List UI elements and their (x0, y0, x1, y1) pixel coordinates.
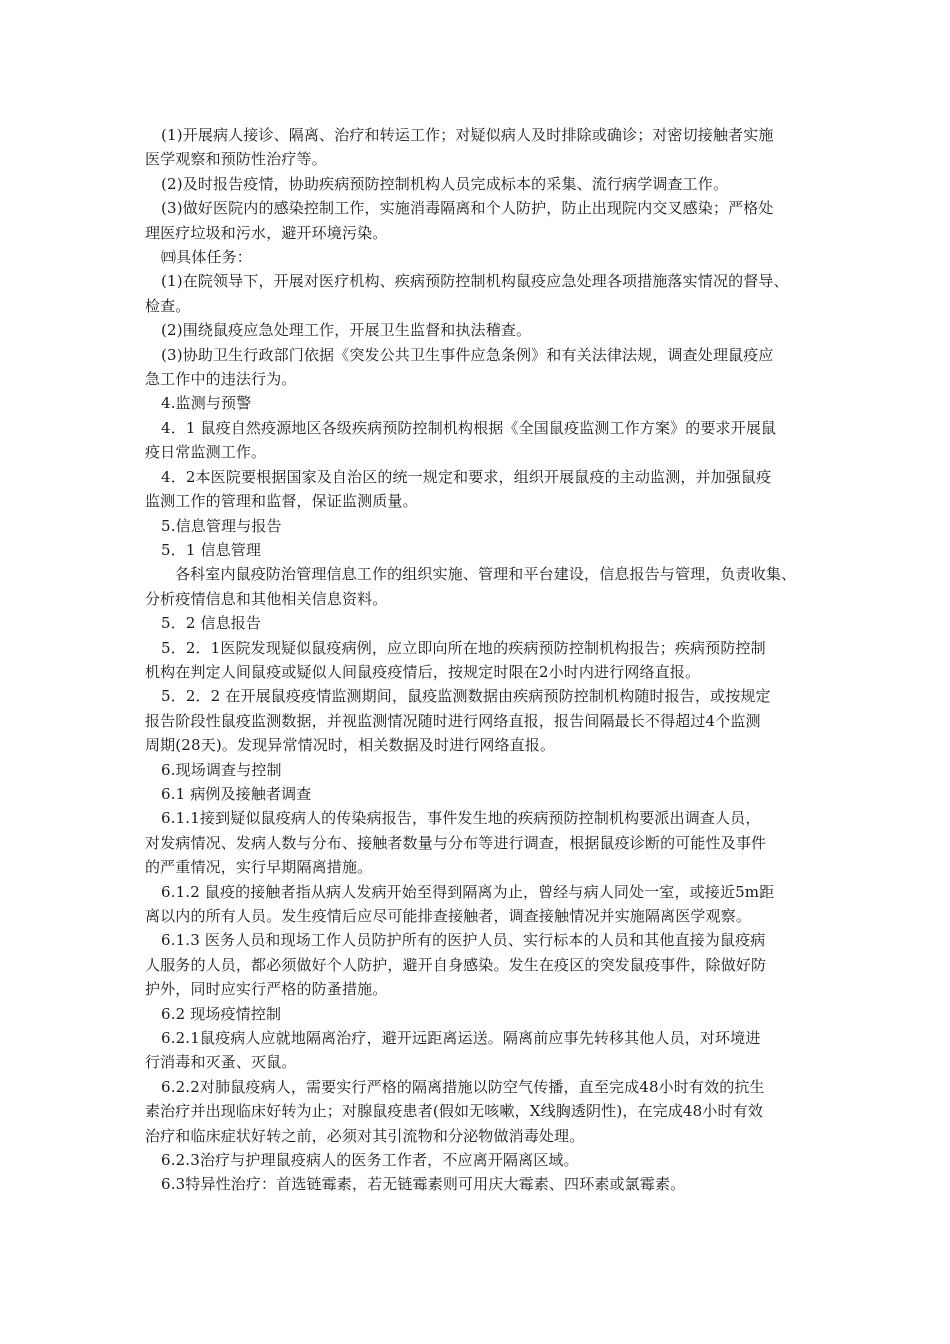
text-line: (1)在院领导下，开展对医疗机构、疾病预防控制机构鼠疫应急处理各项措施落实情况的督导、 (161, 272, 789, 291)
heading-monitoring-warning (145, 391, 817, 415)
text-line: (3)做好医院内的感染控制工作，实施消毒隔离和个人防护，防止出现院内交叉感染；严格处 (161, 199, 774, 218)
paragraph-4-2 (145, 465, 817, 514)
paragraph-6-1-1 (145, 806, 817, 879)
paragraph-info-management (145, 562, 817, 611)
paragraph-health-inspection (145, 318, 817, 342)
text-line: 行消毒和灭蚤、灭鼠。 (145, 1053, 297, 1072)
paragraph-5-2-1 (145, 636, 817, 685)
heading-5-1 (145, 538, 817, 562)
paragraph-4-1 (145, 416, 817, 465)
heading-5-2 (145, 611, 817, 635)
text-line: 治疗和临床症状好转之前，必须对其引流物和分泌物做消毒处理。 (145, 1126, 585, 1145)
text-line: 人服务的人员，都必须做好个人防护，避开自身感染。发生在疫区的突发鼠疫事件，除做好防 (145, 955, 767, 974)
heading-field-investigation (145, 758, 817, 782)
text-line: 医学观察和预防性治疗等。 (145, 150, 327, 169)
paragraph-infection-control (145, 196, 817, 245)
text-line: 4．2本医院要根据国家及自治区的统一规定和要求，组织开展鼠疫的主动监测，并加强鼠疫 (161, 467, 772, 486)
heading-6-2 (145, 1002, 817, 1026)
text-line: 监测工作的管理和监督，保证监测质量。 (145, 492, 418, 511)
text-line: 5．2 信息报告 (161, 614, 262, 633)
text-line: 6.3特异性治疗：首选链霉素，若无链霉素则可用庆大霉素、四环素或氯霉素。 (161, 1175, 686, 1194)
heading-6-1 (145, 782, 817, 806)
text-line: 5.信息管理与报告 (161, 516, 282, 535)
text-line: 机构在判定人间鼠疫或疑似人间鼠疫疫情后，按规定时限在2小时内进行网络直报。 (145, 662, 701, 681)
text-line: 报告阶段性鼠疫监测数据，并视监测情况随时进行网络直报，报告间隔最长不得超过4个监测 (145, 711, 761, 730)
document-body (145, 123, 817, 1197)
text-line: 离以内的所有人员。发生疫情后应尽可能排查接触者，调查接触情况并实施隔离医学观察。 (145, 907, 752, 925)
paragraph-5-2-2 (145, 684, 817, 757)
text-line: 6.2 现场疫情控制 (161, 1004, 282, 1023)
paragraph-6-2-2 (145, 1075, 817, 1148)
text-line: 护外，同时应实行严格的防蚤措施。 (145, 980, 388, 999)
text-line: 急工作中的违法行为。 (145, 370, 297, 389)
text-line: 对发病情况、发病人数与分布、接触者数量与分布等进行调查，根据鼠疫诊断的可能性及事件 (145, 833, 767, 852)
text-line: 疫日常监测工作。 (145, 443, 267, 462)
text-line: 6.1.1接到疑似鼠疫病人的传染病报告，事件发生地的疾病预防控制机构要派出调查人员， (161, 809, 761, 828)
text-line: 6.2.2对肺鼠疫病人，需要实行严格的隔离措施以防空气传播，直至完成48小时有效的抗生 (161, 1077, 765, 1096)
text-line: (3)协助卫生行政部门依据《突发公共卫生事件应急条例》和有关法律法规，调查处理鼠疫应 (161, 345, 774, 364)
paragraph-report-epidemic (145, 172, 817, 196)
text-line: 4.监测与预警 (161, 394, 252, 413)
text-line: ㈣具体任务： (161, 248, 252, 267)
text-line: 6.1.2 鼠疫的接触者指从病人发病开始至得到隔离为止，曾经与病人同处一室，或接近5m距 (161, 882, 775, 901)
paragraph-supervision (145, 269, 817, 318)
text-line: (2)及时报告疫情，协助疾病预防控制机构人员完成标本的采集、流行病学调查工作。 (161, 174, 729, 193)
text-line: 检查。 (145, 296, 191, 315)
text-line: 分析疫情信息和其他相关信息资料。 (145, 589, 388, 608)
text-line: 6.1.3 医务人员和现场工作人员防护所有的医护人员、实行标本的人员和其他直接为鼠疫病 (161, 931, 766, 950)
text-line: 周期(28天)。发现异常情况时，相关数据及时进行网络直报。 (145, 736, 556, 755)
paragraph-6-1-3 (145, 928, 817, 1001)
text-line: 5．2．2 在开展鼠疫疫情监测期间，鼠疫监测数据由疾病预防控制机构随时报告，或按规定 (161, 687, 771, 706)
text-line: 的严重情况，实行早期隔离措施。 (145, 858, 373, 877)
paragraph-6-3 (145, 1172, 817, 1196)
text-line: (2)围绕鼠疫应急处理工作，开展卫生监督和执法稽查。 (161, 321, 532, 340)
text-line: 6.2.3治疗与护理鼠疫病人的医务工作者，不应离开隔离区域。 (161, 1151, 579, 1170)
heading-specific-tasks (145, 245, 817, 269)
text-line: 6.1 病例及接触者调查 (161, 784, 312, 803)
paragraph-6-2-1 (145, 1026, 817, 1075)
text-line: 5．2．1医院发现疑似鼠疫病例，应立即向所在地的疾病预防控制机构报告；疾病预防控制 (161, 638, 766, 657)
text-line: 各科室内鼠疫防治管理信息工作的组织实施、管理和平台建设，信息报告与管理，负责收集、 (175, 565, 797, 584)
text-line: (1)开展病人接诊、隔离、治疗和转运工作；对疑似病人及时排除或确诊；对密切接触者实施 (161, 126, 774, 144)
paragraph-6-2-3 (145, 1148, 817, 1172)
paragraph-law-enforcement (145, 343, 817, 392)
heading-info-management-report (145, 514, 817, 538)
text-line: 理医疗垃圾和污水，避开环境污染。 (145, 223, 388, 242)
paragraph-6-1-2 (145, 880, 817, 929)
text-line: 素治疗并出现临床好转为止；对腺鼠疫患者(假如无咳嗽，X线胸透阴性)，在完成48小时有效 (145, 1102, 763, 1121)
text-line: 4．1 鼠疫自然疫源地区各级疾病预防控制机构根据《全国鼠疫监测工作方案》的要求开展鼠 (161, 418, 777, 437)
paragraph-treatment-duties (145, 123, 817, 172)
text-line: 5．1 信息管理 (161, 540, 262, 559)
text-line: 6.2.1鼠疫病人应就地隔离治疗，避开远距离运送。隔离前应事先转移其他人员，对环境进 (161, 1029, 761, 1048)
text-line: 6.现场调查与控制 (161, 760, 282, 779)
